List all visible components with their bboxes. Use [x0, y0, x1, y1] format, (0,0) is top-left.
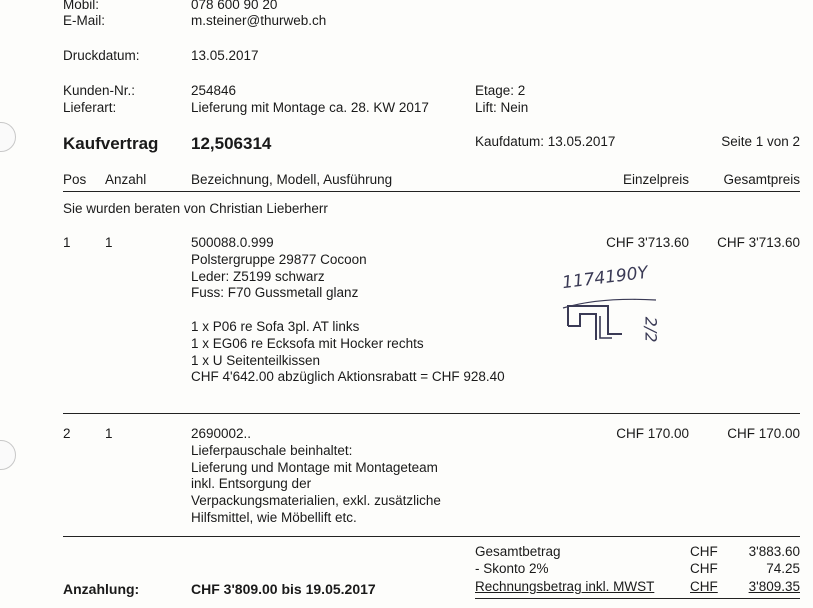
item-1-unit-price: CHF 3'713.60 [606, 235, 689, 250]
punch-hole-bottom [0, 440, 16, 470]
item-2-line: 2690002.. [191, 426, 252, 441]
discount-amount: 74.25 [766, 561, 800, 576]
lift-info: Lift: Nein [475, 100, 529, 115]
col-desc: Bezeichnung, Modell, Ausführung [191, 172, 393, 187]
discount-currency: CHF [690, 561, 718, 576]
item-1-line: Leder: Z5199 schwarz [191, 268, 325, 284]
invoice-total-currency: CHF [690, 579, 718, 594]
advisor-note: Sie wurden beraten von Christian Lieberherr [63, 201, 328, 216]
deposit-label: Anzahlung: [63, 581, 140, 597]
mobile-value: 078 600 90 20 [191, 0, 278, 12]
col-unit-price: Einzelpreis [622, 172, 689, 187]
deposit-value: CHF 3'809.00 bis 19.05.2017 [191, 581, 376, 597]
item-1-line: 1 x EG06 re Ecksofa mit Hocker rechts [191, 335, 424, 351]
item-1-description [191, 235, 505, 386]
print-date-label: Druckdatum: [63, 48, 140, 63]
page-indicator: Seite 1 von 2 [721, 134, 800, 149]
item-2-description [191, 426, 441, 527]
delivery-value: Lieferung mit Montage ca. 28. KW 2017 [191, 100, 429, 115]
email-label: E-Mail: [63, 13, 106, 28]
print-date-value: 13.05.2017 [191, 48, 259, 63]
totals-double-rule [475, 598, 800, 599]
item-2-line: inkl. Entsorgung der [191, 476, 312, 492]
item-2-qty: 1 [105, 426, 113, 441]
floor-info: Etage: 2 [475, 83, 526, 98]
total-currency: CHF [690, 544, 718, 559]
invoice-total-amount: 3'809.35 [748, 579, 800, 594]
item-1-line: Polstergruppe 29877 Cocoon [191, 251, 367, 267]
header-rule [63, 191, 800, 192]
items-end-separator [63, 536, 800, 537]
item-2-total-price: CHF 170.00 [727, 426, 800, 441]
item-2-line: Verpackungsmaterialien, exkl. zusätzliche [191, 493, 441, 509]
item-1-separator [63, 413, 800, 414]
item-2-line: Lieferung und Montage mit Montageteam [191, 459, 438, 475]
col-total-price: Gesamtpreis [723, 172, 800, 187]
item-2-line: Hilfsmittel, wie Möbellift etc. [191, 509, 357, 525]
total-amount: 3'883.60 [748, 544, 800, 559]
customer-no-label: Kunden-Nr.: [63, 83, 136, 98]
customer-no-value: 254846 [191, 83, 237, 98]
item-2-unit-price: CHF 170.00 [616, 426, 689, 441]
item-1-line: Fuss: F70 Gussmetall glanz [191, 285, 359, 301]
item-1-qty: 1 [105, 235, 113, 250]
mobile-label: Mobil: [63, 0, 100, 12]
total-label: Gesamtbetrag [475, 544, 561, 559]
purchase-date: Kaufdatum: 13.05.2017 [475, 134, 616, 149]
item-1-line: 500088.0.999 [191, 235, 274, 250]
item-1-line: 1 x P06 re Sofa 3pl. AT links [191, 318, 360, 334]
punch-hole-top [0, 122, 16, 152]
col-qty: Anzahl [105, 172, 147, 187]
item-1-line: 1 x U Seitenteilkissen [191, 352, 321, 368]
item-2-line: Lieferpauschale beinhaltet: [191, 442, 353, 458]
email-value: m.steiner@thurweb.ch [191, 13, 327, 28]
discount-label: - Skonto 2% [475, 561, 549, 576]
handwritten-side-note: 2/2 [641, 316, 661, 343]
item-1-pos: 1 [63, 235, 71, 250]
delivery-label: Lieferart: [63, 100, 117, 115]
item-1-line [191, 302, 505, 319]
item-1-total-price: CHF 3'713.60 [717, 235, 800, 250]
col-pos: Pos [63, 172, 87, 187]
contract-title: Kaufvertrag [63, 134, 159, 153]
item-2-pos: 2 [63, 426, 71, 441]
contract-number: 12,506314 [191, 134, 272, 153]
item-1-line: CHF 4'642.00 abzüglich Aktionsrabatt = CHF 928.40 [191, 369, 505, 385]
invoice-total-label: Rechnungsbetrag inkl. MWST [475, 579, 655, 594]
handwritten-note: 1174190Y [561, 262, 650, 294]
